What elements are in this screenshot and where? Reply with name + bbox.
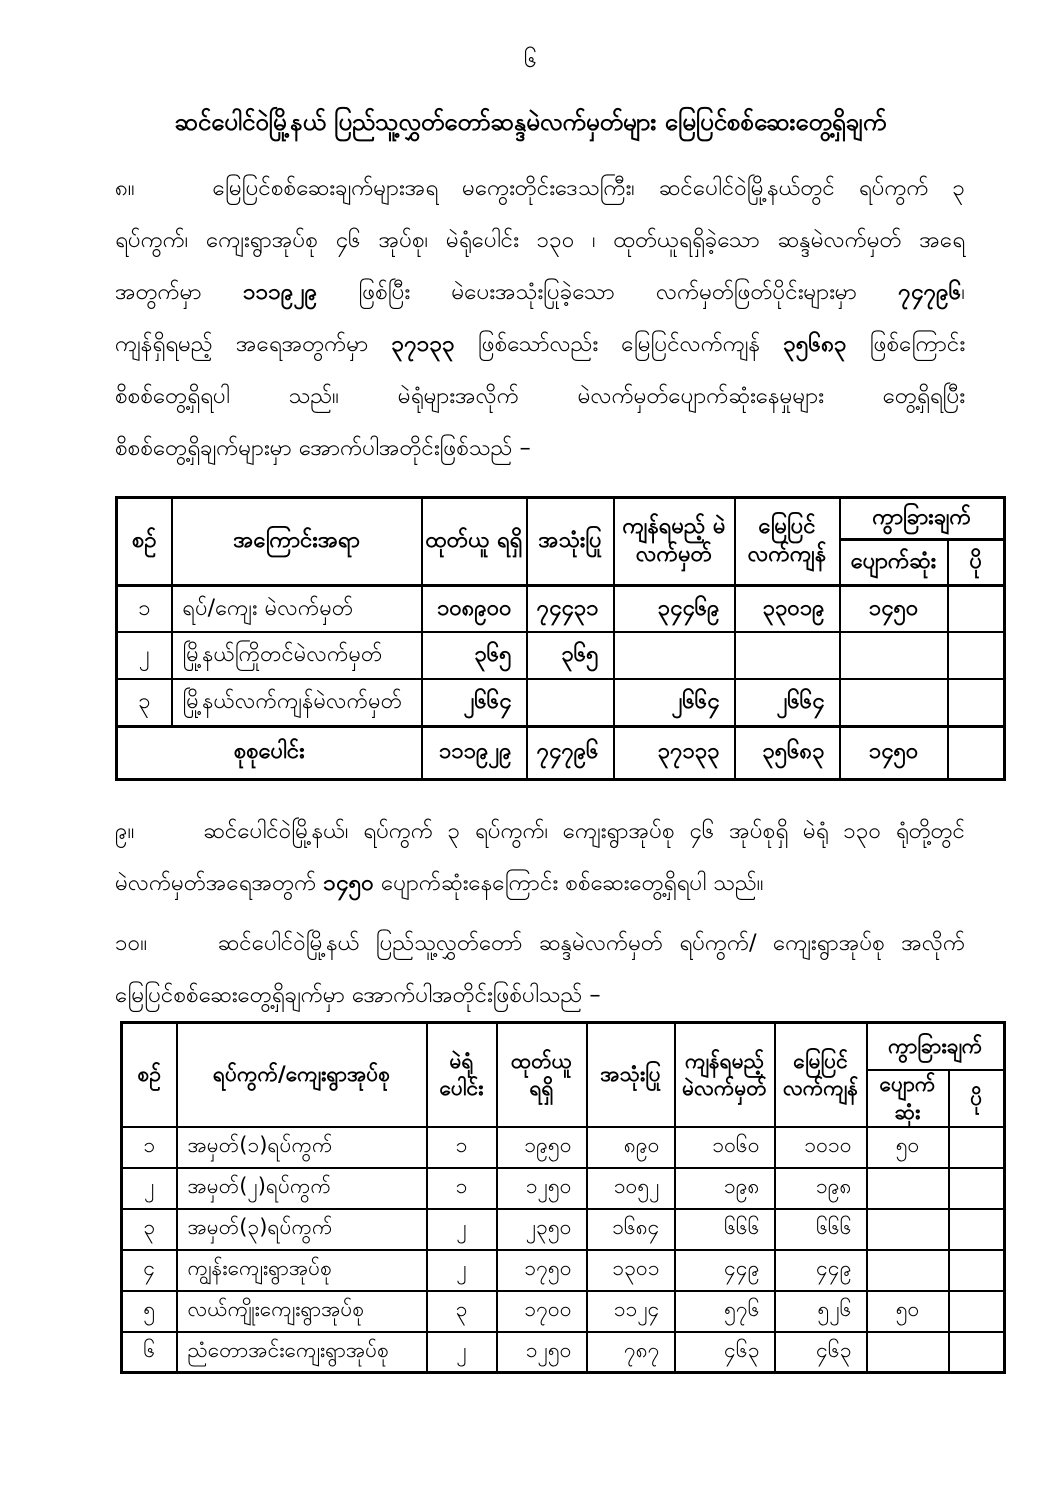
cell-issued: ၂၆၆၄ (422, 679, 527, 726)
paragraph-8-line-2 (115, 214, 965, 266)
header-ward-village: ရပ်ကွက်/ကျေးရွာအုပ်စု (177, 1022, 427, 1127)
table-row (122, 1168, 1005, 1209)
cell-subject: ရပ်/ကျေး မဲလက်မှတ် (172, 585, 422, 632)
cell-lost (867, 1168, 949, 1209)
cell-extra (948, 585, 1005, 632)
cell-lost (840, 679, 948, 726)
cell-serial: ၃ (122, 1209, 177, 1250)
paragraph-8-line-1 (115, 162, 965, 214)
table-row (122, 1209, 1005, 1250)
cell-serial: ၅ (122, 1291, 177, 1332)
total-used: ၇၄၇၉၆ (527, 726, 614, 779)
cell-expected-remaining: ၄၄၉ (675, 1250, 775, 1291)
paragraph-9 (115, 805, 965, 909)
cell-serial: ၆ (122, 1332, 177, 1373)
cell-lost: ၅၀ (867, 1291, 949, 1332)
paragraph-9-line-1 (115, 805, 965, 857)
lost-count: ၁၄၅၀ (323, 869, 374, 896)
cell-used: ၇၈၇ (587, 1332, 675, 1373)
cell-used: ၇၄၄၃၁ (527, 585, 614, 632)
text-segment: မြေပြင်စစ်ဆေးတွေ့ရှိချက်မှာ အောက်ပါအတိုင်းဖြစ်ပါသည် – (115, 981, 601, 1008)
header-expected-remaining: ကျန်ရမည့် မဲလက်မှတ် (614, 497, 735, 585)
paragraph-8-line-6 (115, 422, 965, 474)
cell-booth-count: ၂ (427, 1209, 497, 1250)
header-serial: စဉ် (117, 497, 172, 585)
table-row (122, 1250, 1005, 1291)
cell-serial: ၄ (122, 1250, 177, 1291)
text-segment: ၊ (961, 278, 965, 305)
text-segment: စိစစ်တွေ့ရှိချက်များမှာ အောက်ပါအတိုင်းဖြစ်သည် – (115, 434, 531, 461)
total-ground-remaining: ၃၅၆၈၃ (735, 726, 840, 779)
total-row (117, 726, 1005, 779)
cell-ground-remaining: ၆၆၆ (775, 1209, 867, 1250)
cell-ward-village: လယ်ကျိုးကျေးရွာအုပ်စု (177, 1291, 427, 1332)
text-segment: ရပ်ကွက်၊ ကျေးရွာအုပ်စု ၄၆ အုပ်စု၊ မဲရုံပေါင်း ၁၃၀ ၊ ထုတ်ယူရရှိခဲ့သော ဆန္ဒမဲလက်မှတ် အရေ (115, 226, 965, 253)
cell-ward-village: အမှတ်(၃)ရပ်ကွက် (177, 1209, 427, 1250)
text-segment: ဖြစ်ပြီး မဲပေးအသုံးပြုခဲ့သော လက်မှတ်ဖြတ်ပိုင်းများမှာ (358, 278, 857, 305)
used-count: ၇၄၇၉၆ (898, 278, 962, 305)
table1-header-row-1 (117, 497, 1005, 539)
cell-expected-remaining: ၆၆၆ (675, 1209, 775, 1250)
cell-used (527, 679, 614, 726)
header-expected-remaining: ကျန်ရမည့် မဲလက်မှတ် (675, 1022, 775, 1127)
text-segment: ဖြစ်ကြောင်း (869, 330, 966, 357)
total-extra (948, 726, 1005, 779)
total-issued: ၁၁၁၉၂၉ (422, 726, 527, 779)
table-row (117, 679, 1005, 726)
text-segment: အတွက်မှာ (115, 278, 202, 305)
paragraph-10-line-1 (115, 917, 965, 969)
cell-booth-count: ၂ (427, 1250, 497, 1291)
cell-issued: ၃၆၅ (422, 632, 527, 679)
cell-booth-count: ၁ (427, 1168, 497, 1209)
cell-extra (948, 679, 1005, 726)
total-issued-count: ၁၁၁၉၂၉ (242, 278, 318, 305)
table-row (117, 585, 1005, 632)
cell-extra (949, 1209, 1005, 1250)
header-ground-remaining: မြေပြင် လက်ကျန် (735, 497, 840, 585)
header-serial: စဉ် (122, 1022, 177, 1127)
ballot-summary-table (115, 496, 1006, 781)
table-row (122, 1291, 1005, 1332)
total-lost: ၁၄၅၀ (840, 726, 948, 779)
text-segment: မဲလက်မှတ်အရေအတွက် (115, 869, 317, 896)
cell-extra (949, 1127, 1005, 1168)
cell-subject: မြို့နယ်လက်ကျန်မဲလက်မှတ် (172, 679, 422, 726)
cell-issued: ၁၇၀၀ (497, 1291, 587, 1332)
cell-ward-village: အမှတ်(၂)ရပ်ကွက် (177, 1168, 427, 1209)
text-segment: ကျန်ရှိရမည့် အရေအတွက်မှာ (115, 330, 369, 357)
cell-ward-village: ညံတောအင်းကျေးရွာအုပ်စု (177, 1332, 427, 1373)
header-extra: ပို (949, 1070, 1005, 1127)
header-booth-count: မဲရုံ ပေါင်း (427, 1022, 497, 1127)
table-row (122, 1127, 1005, 1168)
cell-used: ၃၆၅ (527, 632, 614, 679)
cell-ground-remaining: ၅၂၆ (775, 1291, 867, 1332)
table-row (122, 1332, 1005, 1373)
cell-used: ၁၆၈၄ (587, 1209, 675, 1250)
cell-ground-remaining: ၂၆၆၄ (735, 679, 840, 726)
cell-issued: ၁၂၅၀ (497, 1332, 587, 1373)
page-number: ၆ (524, 47, 537, 73)
table2-header-row-1 (122, 1022, 1005, 1070)
cell-serial: ၃ (117, 679, 172, 726)
ground-remaining-count: ၃၅၆၈၃ (783, 330, 847, 357)
total-label: စုစုပေါင်း (117, 726, 422, 779)
cell-booth-count: ၁ (427, 1127, 497, 1168)
cell-booth-count: ၃ (427, 1291, 497, 1332)
header-lost: ပျောက် ဆုံး (867, 1070, 949, 1127)
header-difference: ကွာခြားချက် (867, 1022, 1005, 1070)
cell-serial: ၂ (122, 1168, 177, 1209)
header-ground-remaining: မြေပြင် လက်ကျန် (775, 1022, 867, 1127)
cell-expected-remaining: ၁၉၈ (675, 1168, 775, 1209)
text-segment: စိစစ်တွေ့ရှိရပါ သည်။ မဲရုံများအလိုက် မဲလက်မှတ်ပျောက်ဆုံးနေမှုများ တွေ့ရှိရပြီး (115, 382, 965, 409)
header-subject: အကြောင်းအရာ (172, 497, 422, 585)
cell-ward-village: အမှတ်(၁)ရပ်ကွက် (177, 1127, 427, 1168)
header-issued: ထုတ်ယူ ရရှိ (497, 1022, 587, 1127)
cell-used: ၁၃၀၁ (587, 1250, 675, 1291)
header-difference: ကွာခြားချက် (840, 497, 1005, 539)
header-issued: ထုတ်ယူ ရရှိ (422, 497, 527, 585)
cell-issued: ၁၉၅၀ (497, 1127, 587, 1168)
cell-ground-remaining: ၃၃၀၁၉ (735, 585, 840, 632)
header-used: အသုံးပြု (587, 1022, 675, 1127)
paragraph-8 (115, 162, 965, 474)
cell-extra (949, 1332, 1005, 1373)
text-segment: ပျောက်ဆုံးနေကြောင်း စစ်ဆေးတွေ့ရှိရပါ သည်။ (381, 869, 764, 896)
header-lost: ပျောက်ဆုံး (840, 539, 948, 585)
cell-serial: ၁ (117, 585, 172, 632)
cell-issued: ၁၂၅၀ (497, 1168, 587, 1209)
cell-serial: ၂ (117, 632, 172, 679)
cell-serial: ၁ (122, 1127, 177, 1168)
cell-extra (948, 632, 1005, 679)
text-segment: ဆင်ပေါင်ဝဲမြို့နယ်၊ ရပ်ကွက် ၃ ရပ်ကွက်၊ ကျေးရွာအုပ်စု ၄၆ အုပ်စုရှိ မဲရုံ ၁၃၀ ရုံတို့တွင် (203, 817, 965, 844)
cell-ground-remaining: ၁၀၁၀ (775, 1127, 867, 1168)
cell-expected-remaining (614, 632, 735, 679)
paragraph-number: ၈။ (115, 174, 135, 201)
paragraph-9-line-2 (115, 857, 965, 909)
cell-used: ၁၀၅၂ (587, 1168, 675, 1209)
table-row (117, 632, 1005, 679)
cell-extra (949, 1291, 1005, 1332)
cell-ground-remaining: ၄၆၃ (775, 1332, 867, 1373)
paragraph-10-line-2 (115, 969, 965, 1021)
cell-used: ၈၉၀ (587, 1127, 675, 1168)
cell-ground-remaining: ၁၉၈ (775, 1168, 867, 1209)
cell-expected-remaining: ၁၀၆၀ (675, 1127, 775, 1168)
cell-lost (867, 1332, 949, 1373)
cell-ward-village: ကျွန်းကျေးရွာအုပ်စု (177, 1250, 427, 1291)
cell-expected-remaining: ၂၆၆၄ (614, 679, 735, 726)
paragraph-number: ၉။ (115, 817, 135, 844)
township-detail-table (120, 1021, 1006, 1375)
text-segment: မြေပြင်စစ်ဆေးချက်များအရ မကွေးတိုင်းဒေသကြီး၊ ဆင်ပေါင်ဝဲမြို့နယ်တွင် ရပ်ကွက် ၃ (212, 174, 965, 201)
document-title: ဆင်ပေါင်ဝဲမြို့နယ် ပြည်သူ့လွှတ်တော်ဆန္ဒမဲလက်မှတ်များ မြေပြင်စစ်ဆေးတွေ့ရှိချက် (174, 108, 887, 136)
paragraph-10 (115, 917, 965, 1021)
cell-extra (949, 1250, 1005, 1291)
total-expected-remaining: ၃၇၁၃၃ (614, 726, 735, 779)
header-used: အသုံးပြု (527, 497, 614, 585)
cell-lost: ၁၄၅၀ (840, 585, 948, 632)
cell-issued: ၁၇၅၀ (497, 1250, 587, 1291)
expected-remaining-count: ၃၇၁၃၃ (391, 330, 455, 357)
cell-issued: ၂၃၅၀ (497, 1209, 587, 1250)
cell-ground-remaining: ၄၄၉ (775, 1250, 867, 1291)
paragraph-8-line-3 (115, 266, 965, 318)
cell-expected-remaining: ၄၆၃ (675, 1332, 775, 1373)
cell-expected-remaining: ၅၇၆ (675, 1291, 775, 1332)
cell-extra (949, 1168, 1005, 1209)
cell-expected-remaining: ၃၄၄၆၉ (614, 585, 735, 632)
cell-lost (867, 1209, 949, 1250)
cell-ground-remaining (735, 632, 840, 679)
paragraph-8-line-4 (115, 318, 965, 370)
cell-lost (867, 1250, 949, 1291)
cell-lost (840, 632, 948, 679)
text-segment: ဆင်ပေါင်ဝဲမြို့နယ် ပြည်သူ့လွှတ်တော် ဆန္ဒမဲလက်မှတ် ရပ်ကွက်/ ကျေးရွာအုပ်စု အလိုက် (217, 929, 966, 956)
cell-booth-count: ၂ (427, 1332, 497, 1373)
paragraph-number: ၁၀။ (115, 929, 148, 956)
cell-subject: မြို့နယ်ကြိုတင်မဲလက်မှတ် (172, 632, 422, 679)
cell-issued: ၁၀၈၉၀၀ (422, 585, 527, 632)
header-extra: ပို (948, 539, 1005, 585)
text-segment: ဖြစ်သော်လည်း မြေပြင်လက်ကျန် (477, 330, 761, 357)
cell-used: ၁၁၂၄ (587, 1291, 675, 1332)
paragraph-8-line-5 (115, 370, 965, 422)
cell-lost: ၅၀ (867, 1127, 949, 1168)
